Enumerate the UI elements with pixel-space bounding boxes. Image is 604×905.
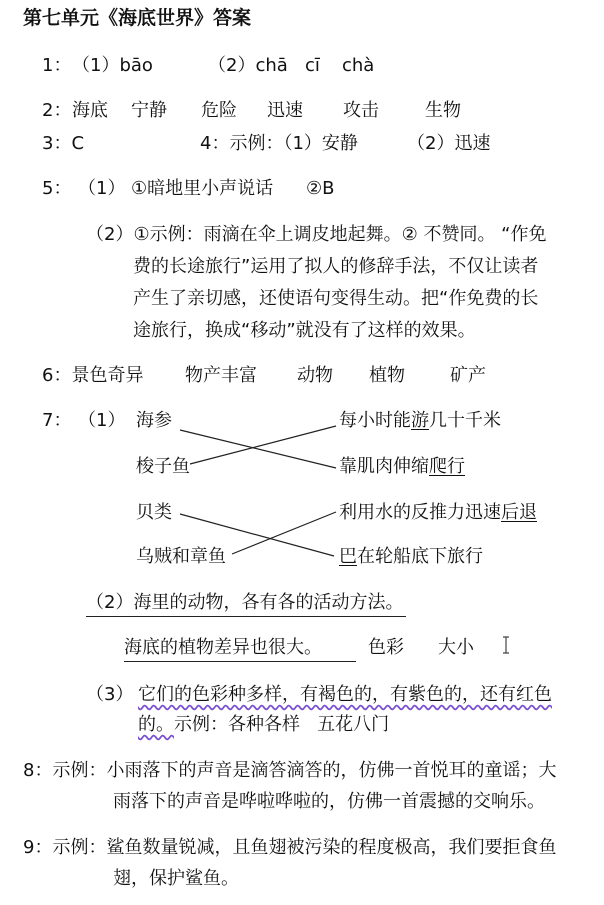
match-line [180, 430, 336, 468]
q8-line2: 雨落下的声音是哗啦哗啦的，仿佛一首震撼的交响乐。 [113, 791, 545, 812]
q4-part2: （2）迅速 [407, 133, 491, 154]
q7-label: 7： [42, 410, 72, 431]
q2-item: 危险 [201, 100, 237, 121]
q3-answer: 3：C [42, 133, 85, 154]
q6-item: 植物 [369, 365, 405, 386]
q7-left-item: 梭子鱼 [136, 456, 190, 477]
q7-right-item: 靠肌肉伸缩爬行 [339, 456, 465, 477]
q7-part2-answer: 海底的植物差异也很大。 [124, 637, 356, 662]
q2-item: 攻击 [343, 100, 379, 121]
q5-part2-line: 途旅行，换成“移动”就没有了这样的效果。 [133, 320, 476, 341]
q6-answer: 6：景色奇异 [42, 365, 144, 386]
q1-part2: （2）chā [208, 55, 288, 76]
q7-right-item: 巴在轮船底下旅行 [339, 546, 483, 567]
q1-label: 1： [42, 55, 72, 76]
text-cursor-icon [502, 636, 510, 654]
q9-line2: 翅，保护鲨鱼。 [113, 868, 239, 889]
q2-item: 生物 [425, 100, 461, 121]
q5-part1a: ①暗地里小声说话 [131, 178, 274, 199]
q9-line1: 9：示例：鲨鱼数量锐减，且鱼翅被污染的程度极高，我们要拒食鱼 [23, 837, 557, 858]
q1-part2b: cī [305, 55, 320, 76]
q5-part1: （1） [78, 178, 126, 199]
q6-item: 动物 [297, 365, 333, 386]
q1-part2c: chà [342, 55, 375, 76]
q7-left-item: 乌贼和章鱼 [136, 546, 226, 567]
q2-item: 宁静 [131, 100, 167, 121]
q2-item: 迅速 [267, 100, 303, 121]
q5-part2-line: 费的长途旅行”运用了拟人的修辞手法，不仅让读者 [133, 256, 539, 277]
match-line [190, 426, 336, 464]
q2-item: 海底 [72, 100, 108, 121]
q7-left-item: 海参 [136, 410, 172, 431]
q4-answer: 4：示例：（1）安静 [200, 133, 358, 154]
q1-part1: （1）bāo [72, 55, 153, 76]
match-line [180, 514, 334, 556]
q7-right-item: 每小时能游几十千米 [339, 410, 501, 431]
q7-part3-line2: 的。示例：各种各样 五花八门 [138, 714, 390, 735]
q7-part3-line1: 它们的色彩种多样，有褐色的，有紫色的，还有红色 [138, 684, 552, 705]
q5-part1b: ②B [306, 178, 335, 199]
page-title: 第七单元《海底世界》答案 [23, 7, 252, 29]
q5-part2-line: （2）①示例：雨滴在伞上调皮地起舞。② 不赞同。 “作免 [86, 224, 547, 245]
q6-item: 物产丰富 [185, 365, 257, 386]
q7-right-item: 利用水的反推力迅速后退 [339, 502, 537, 523]
q7-part2-item: 大小 [438, 637, 474, 658]
q7-part1: （1） [78, 410, 126, 431]
q7-part2-item: 色彩 [368, 637, 404, 658]
q6-item: 矿产 [450, 365, 486, 386]
q5-label: 5： [42, 178, 72, 199]
q7-part2: （2）海里的动物，各有各的活动方法。 [86, 592, 406, 617]
q7-left-item: 贝类 [136, 502, 172, 523]
q7-part3-label: （3） [86, 684, 134, 705]
q5-part2-line: 产生了亲切感，还使语句变得生动。把“作免费的长 [133, 288, 539, 309]
q2-label: 2： [42, 100, 72, 121]
q8-line1: 8：示例：小雨落下的声音是滴答滴答的，仿佛一首悦耳的童谣；大 [23, 760, 557, 781]
